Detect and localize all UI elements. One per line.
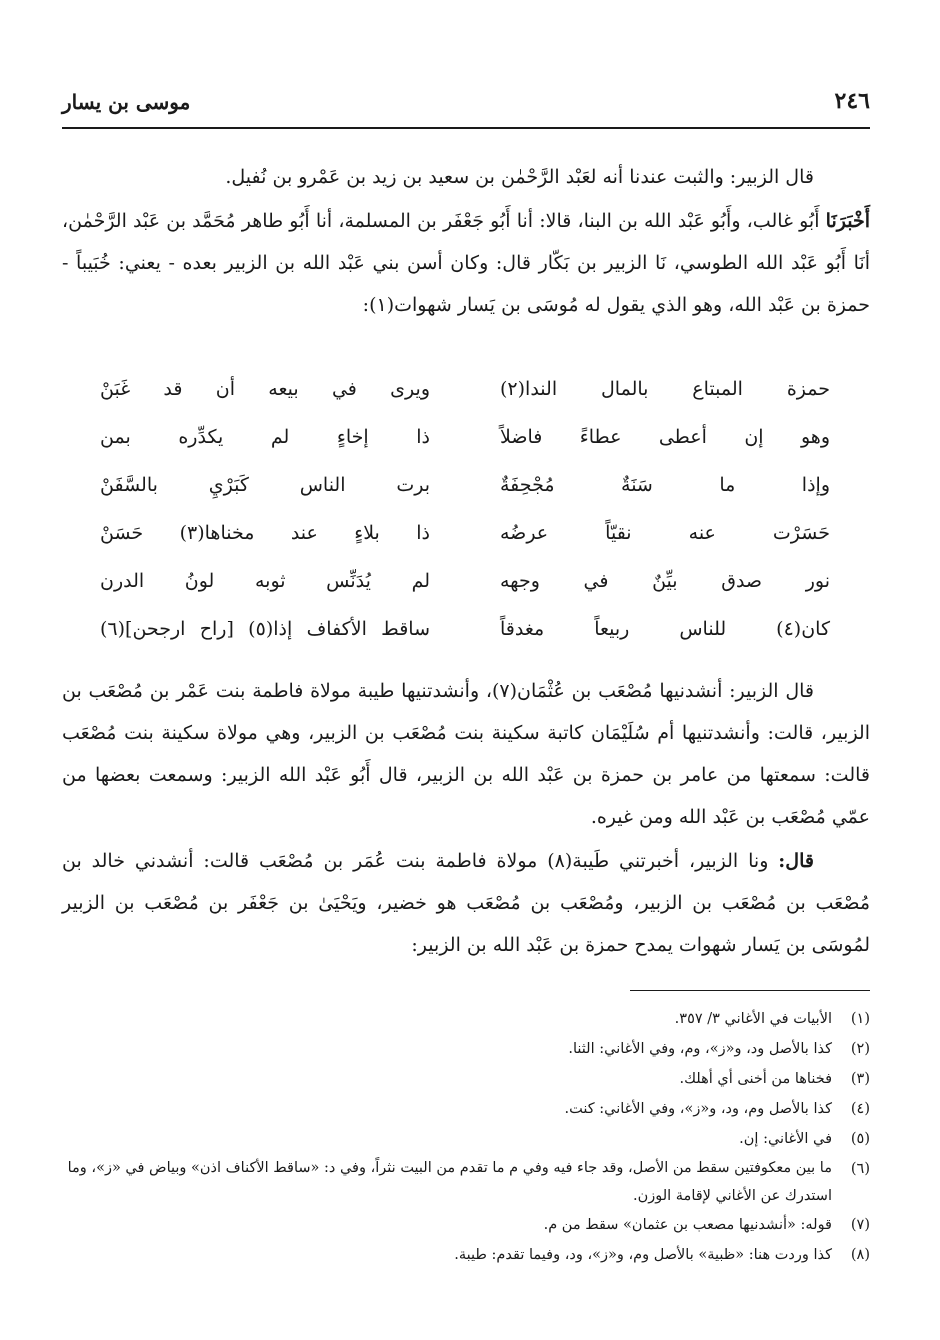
verse	[100, 378, 830, 426]
footnote	[62, 1124, 870, 1154]
footnote-number: (١)	[850, 1011, 870, 1027]
page-header	[62, 88, 870, 124]
footnotes	[62, 1004, 870, 1270]
verse-first-hemistich: كان(٤) للناس ربيعاً مغدقاً	[500, 618, 830, 640]
verse	[100, 522, 830, 570]
footnote-number: (٢)	[850, 1041, 870, 1057]
footnote-number: (٣)	[850, 1071, 870, 1087]
paragraph-transmission: قال الزبير: أنشدنيها مُصْعَب بن عُثْمَان(٧)، وأنشدتنيها طيبة مولاة فاطمة بنت عَمْر بن مُصْعَب بن الزبير، قالت: وأنشدتنيها أم سُلَيْمَان كاتبة سكينة بنت مُصْعَب بن الزبير، وهي مولاة سكينة بنت مُصْعَب قالت: سمعتها من عامر بن حمزة بن عَبْد الله بن الزبير، قال أَبُو عَبْد الله الزبير: وسمعت بعضها من عمّي مُصْعَب بن عَبْد الله ومن غيره.	[62, 680, 871, 828]
verse-second-hemistich: لم يُدَنِّس ثوبه لونُ الدرن	[100, 570, 430, 592]
footnote-text: كذا بالأصل ود، و«ز»، وم، وفي الأغاني: الثنا.	[568, 1041, 832, 1057]
footnote	[62, 1154, 870, 1210]
footnote	[62, 1210, 870, 1240]
footnote	[62, 1064, 870, 1094]
footnote-text: فخناها من أخنى أي أهلك.	[679, 1071, 832, 1087]
footnote-number: (٦)	[850, 1161, 870, 1177]
footnote-number: (٧)	[850, 1217, 870, 1233]
paragraph-text: أَبُو غالب، وأَبُو عَبْد الله بن البنا، قالا: أنا أَبُو جَعْفَر بن المسلمة، أنا أَبُو طاهر مُحَمَّد بن عَبْد الرَّحْمٰن، أنَا أَبُو عَبْد الله الطوسي، نَا الزبير بن بَكّار قال: وكان أسن بني عَبْد الله بن الزبير بعده - يعني: خُبَيباً - حمزة بن عَبْد الله، وهو الذي يقول له مُوسَى بن يَسار شهوات(١):	[62, 210, 870, 316]
footnote	[62, 1240, 870, 1270]
paragraph-lead: أَخْبَرَنَا	[825, 210, 870, 232]
paragraph-lead: قال:	[778, 850, 814, 872]
verse	[100, 570, 830, 618]
footnote	[62, 1004, 870, 1034]
paragraph-zubayr-note: قال الزبير: والثبت عندنا أنه لعَبْد الرَّحْمٰن بن سعيد بن زيد بن عَمْرو بن نُفيل.	[225, 166, 814, 188]
header-rule	[62, 127, 870, 129]
verse-first-hemistich: حَسَرْت عنه نقيّاً عرضُه	[500, 522, 830, 544]
verse-second-hemistich: ذا بلاءٍ عند مخناها(٣) حَسَنْ	[100, 522, 430, 544]
footnote-number: (٥)	[850, 1131, 870, 1147]
verse	[100, 426, 830, 474]
verse-second-hemistich: ويرى في بيعه أن قد غَبَنْ	[100, 378, 430, 400]
verse-second-hemistich: برت الناس كَبَرْيِ بالسَّفَنْ	[100, 474, 430, 496]
footnote-text: قوله: «أنشدنيها مصعب بن عثمان» سقط من م.	[543, 1217, 832, 1233]
paragraph-isnad	[62, 200, 870, 326]
footnote	[62, 1034, 870, 1064]
poem	[100, 378, 830, 666]
verse	[100, 618, 830, 666]
footnote-text: الأبيات في الأغاني ٣/ ٣٥٧.	[674, 1011, 832, 1027]
verse-first-hemistich: حمزة المبتاع بالمال الندا(٢)	[500, 378, 830, 400]
verse-second-hemistich: ساقط الأكفاف إذا(٥) [راح ارجحن](٦)	[100, 618, 430, 640]
footnote-number: (٤)	[850, 1101, 870, 1117]
running-title: موسى بن يسار	[62, 90, 191, 114]
footnote-text: كذا وردت هنا: «ظبية» بالأصل وم، و«ز»، ود، وفيما تقدم: طيبة.	[454, 1247, 832, 1263]
footnote-rule	[630, 990, 870, 991]
verse-first-hemistich: وهو إن أعطى عطاءً فاضلاً	[500, 426, 830, 448]
verse-second-hemistich: ذا إخاءٍ لم يكدِّره بمن	[100, 426, 430, 448]
footnote-number: (٨)	[850, 1247, 870, 1263]
footnote-text: في الأغاني: إن.	[739, 1131, 832, 1147]
footnote-text: كذا بالأصل وم، ود، و«ز»، وفي الأغاني: كنت.	[564, 1101, 832, 1117]
footnote-text: ما بين معكوفتين سقط من الأصل، وقد جاء فيه وفي م ما تقدم من البيت نثراً، وفي د: «ساقط الأكناف اذن» وبياض في «ز»، وما استدرك عن الأغاني لإقامة الوزن.	[67, 1160, 832, 1204]
footnote	[62, 1094, 870, 1124]
page-number: ٢٤٦	[834, 88, 870, 114]
verse-first-hemistich: نور صدق بيِّنٌ في وجهه	[500, 570, 830, 592]
paragraph-second-isnad	[62, 840, 870, 966]
paragraph-text: ونا الزبير، أخبرتني طَيبة(٨) مولاة فاطمة بنت عُمَر بن مُصْعَب قالت: أنشدني خالد بن مُصْعَب بن مُصْعَب بن الزبير، ومُصْعَب بن مُصْعَب هو خضير، ويَحْيَىٰ بن جَعْفَر بن مُصْعَب بن الزبير لمُوسَى بن يَسار شهوات يمدح حمزة بن عَبْد الله بن الزبير:	[62, 850, 870, 956]
verse-first-hemistich: وإذا ما سَنَةٌ مُجْحِفَةٌ	[500, 474, 830, 496]
verse	[100, 474, 830, 522]
